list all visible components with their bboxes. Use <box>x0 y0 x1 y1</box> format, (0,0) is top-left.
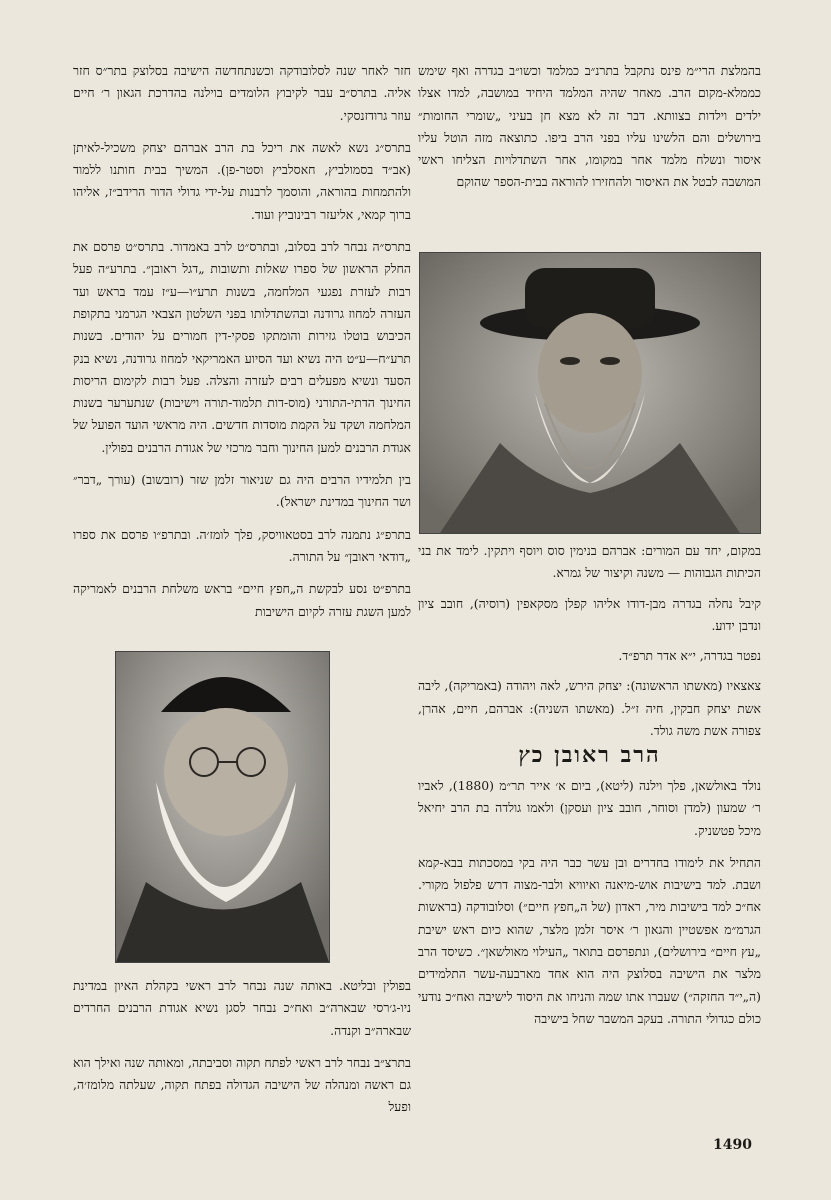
left-column-top <box>73 60 411 633</box>
paragraph: צאצאיו (מאשתו הראשונה): יצחק הירש, לאה ויהודה (באמריקה), ליבה אשת יצחק חבקין, חיה ז״ל. (מאשתו השניה): אברהם, חיים, אהרן, צפורה אשת משה גולד. <box>418 678 761 739</box>
paragraph: בהמלצת הרי״מ פינס נתקבל בתרנ״ב כמלמד וכשו״ב בגדרה ואף שימש כממלא-מקום הרב. מאחר שהיה המלמד היחיד במושבה, למדו אצלו ילדים וילדות בצוותא. דבר זה לא מצא חן בעיני „שומרי החומות״ בירושלים והם הלשינו עליו בפני הרב ביפו. כתוצאה מזה הוטל עליו איסור ונשלח מלמד אחר במקומו, אחר השתדלויות הצליחו ראשי המושבה לבטל את האיסור ולהחזירו להוראה בבית-הספר שהוקם <box>418 63 761 190</box>
paragraph: חזר לאחר שנה לסלובודקה וכשנתחדשה הישיבה בסלוצק בתר״ס חזר אליה. בתרס״ב עבר לקיבוץ הלומדים בוילנה בהדרכת הגאון ר׳ חיים עוזר גרודזנסקי. <box>73 63 411 123</box>
paragraph: קיבל נחלה בגדרה מבן-דודו אליהו קפלן מסקאפין (רוסיה), חובב ציון ונדבן ידוע. <box>418 595 761 633</box>
right-column-middle <box>418 540 761 750</box>
right-column-top <box>418 60 761 204</box>
paragraph: בפולין ובליטא. באותה שנה נבחר לרב ראשי בקהלת האיון במדינת ניו-ג׳רסי שבארה״ב ואח״כ נבחר לסגן נשיא אגודת הרבנים החרדים שבארה״ב וקנדה. <box>73 978 411 1038</box>
paragraph: במקום, יחד עם המורים: אברהם בנימין סוס ויוסף ויתקין. לימד את בני הכיתות הגבוהות — משנה וקיצור של גמרא. <box>418 543 761 581</box>
paragraph: בתרס״ג נשא לאשה את ריכל בת הרב אברהם יצחק משכיל-לאיתן (אב״ד בסמולביץ, חאסלביץ וסטר-פן). המשיך בבית חותנו ללמוד ולהתמחות בהוראה, והוסמך לרבנות על-ידי גדולי הדור הרידב״ז, אליהו ברוך קמאי, אליעזר רבינוביץ ועוד. <box>73 139 411 222</box>
paragraph: בתרס״ה נבחר לרב בסלוב, ובתרס״ט לרב באמדור. בתרס״ט פרסם את החלק הראשון של ספרו שאלות ותשובות „דגל ראובן״. בתרע״ה פעל רבות לעזרת נפגעי המלחמה, בשנות תרע״ו—ע״ז עמד בראש ועד העזרה למחוז גרודנה ובהשתדלותו בפני השלטון הצבאי הגרמני בתקופת הכיבוש בוטלו גזירות והומתקו פסקי-דין חמורים על יהודים. בשנות תרע״ח—ע״ט היה נשיא ועד הסיוע האמריקאי למחוז גרודנה, נשיא בנק הסעד ונשיא מפעלים רבים לעזרה והצלה. פעל רבות לקימום הריסות החינוך הדתי-התורני (מוס-דות תלמוד-תורה וישיבות) שנתערער בשנות המלחמה ושקד על הקמת מוסדות חדשים. היה מראשי הועד הפועל של אגודת הרבנים למען החינוך וחבר מרכזי של אגודת הרבנים בפולין. <box>73 239 411 455</box>
portrait-photo-2 <box>115 651 330 963</box>
paragraph: נפטר בגדרה, י״א אדר תרפ״ד. <box>618 648 761 664</box>
paragraph: בין תלמידיו הרבים היה גם שניאור זלמן שזר (רובשוב) (עורך „דבר״ ושר החינוך במדינת ישראל). <box>73 472 411 510</box>
paragraph: בתרפ״ט נסע לבקשת ה„חפץ חיים״ בראש משלחת הרבנים לאמריקה למען השגת עזרה לקיום הישיבות <box>73 581 411 619</box>
page-number: 1490 <box>713 1137 752 1153</box>
portrait-photo-1 <box>419 252 761 534</box>
paragraph: נולד באולשאן, פלך וילנה (ליטא), ביום א׳ אייר תר״מ (1880), לאביו ר׳ שמעון (למדן וסוחר, חובב ציון ועסקן) ולאמו גולדה בת הרב יחיאל מיכל פטשניק. <box>418 778 761 838</box>
section-heading: הרב ראובן כץ <box>518 742 661 768</box>
paragraph: התחיל את לימודו בחדרים ובן עשר כבר היה בקי במסכתות בבא-קמא ושבת. למד בישיבות אוש-מיאנה ואיוויא ולבר-מצוה דרש פלפול מקורי. אח״כ למד בישיבות מיר, ראדון (של ה„חפץ חיים״) וסלובודקה (בראשות הגרמ״מ אפשטיין והגאון ר׳ איסר זלמן מלצר, שהוא כיום ראש ישיבת „עץ חיים״ בירושלים), ונתפרסם בתואר „העילוי מאולשאן״. כשיסד הרב מלצר את הישיבה בסלוצק היה הוא אחד מארבעה-עשר התלמידים (ה„י״ד החזקה״) שעברו אתו שמה והניחו את היסוד לישיבה ואח״כ נודעי כולם כגדולי התורה. בעקב המשבר שחל בישיבה <box>418 854 761 1026</box>
paragraph: בתרצ״ב נבחר לרב ראשי לפתח תקוה וסביבתה, ומאותה שנה ואילך הוא גם ראשה ומנהלה של הישיבה הגדולה בפתח תקוה, שעלתה מלומז׳ה, ופעל <box>73 1054 411 1115</box>
left-column-bottom <box>73 975 411 1129</box>
paragraph: בתרפ״ג נתמנה לרב בסטאוויסק, פלך לומז׳ה. ובתרפ״ו פרסם את ספרו „דודאי ראובן״ על התורה. <box>73 526 411 564</box>
right-column-bottom <box>418 775 761 1040</box>
